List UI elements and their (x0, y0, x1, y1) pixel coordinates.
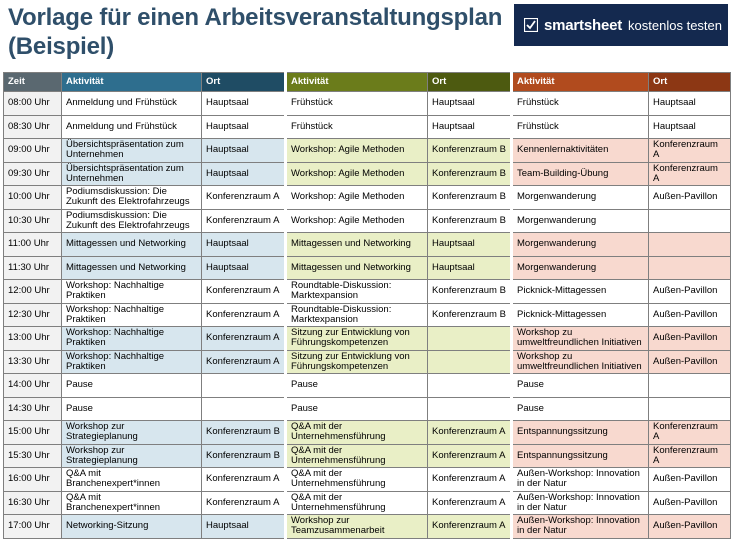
location-cell-2: Konferenzraum B (428, 280, 512, 304)
title-line-1: Vorlage für einen Arbeitsveranstaltungsplan (8, 4, 503, 31)
location-cell-3: Außen-Pavillon (649, 491, 731, 515)
table-row (4, 374, 731, 398)
activity-cell-2: Pause (286, 397, 428, 421)
activity-cell-2: Q&A mit der Unternehmensführung (286, 491, 428, 515)
location-cell-2: Konferenzraum A (428, 444, 512, 468)
location-cell-3: Konferenzraum A (649, 444, 731, 468)
location-cell-3 (649, 397, 731, 421)
location-cell-1: Konferenzraum A (202, 209, 286, 233)
location-cell-3: Hauptsaal (649, 115, 731, 139)
activity-cell-3: Workshop zu umweltfreundlichen Initiativen (512, 350, 649, 374)
activity-cell-2: Roundtable-Diskussion: Marktexpansion (286, 280, 428, 304)
activity-cell-2: Sitzung zur Entwicklung von Führungskompetenzen (286, 350, 428, 374)
location-cell-3 (649, 233, 731, 257)
location-cell-2: Konferenzraum A (428, 491, 512, 515)
location-cell-2: Konferenzraum A (428, 515, 512, 539)
location-cell-1: Hauptsaal (202, 256, 286, 280)
time-cell: 14:00 Uhr (4, 374, 62, 398)
activity-cell-3: Außen-Workshop: Innovation in der Natur (512, 491, 649, 515)
location-cell-3 (649, 374, 731, 398)
header-time: Zeit (4, 73, 62, 92)
table-row (4, 444, 731, 468)
activity-cell-2: Workshop: Agile Methoden (286, 209, 428, 233)
activity-cell-1: Übersichtspräsentation zum Unternehmen (62, 162, 202, 186)
activity-cell-1: Pause (62, 374, 202, 398)
activity-cell-1: Pause (62, 397, 202, 421)
location-cell-2 (428, 327, 512, 351)
activity-cell-1: Q&A mit Branchenexpert*innen (62, 491, 202, 515)
table-row (4, 327, 731, 351)
activity-cell-3: Frühstück (512, 92, 649, 116)
location-cell-1 (202, 397, 286, 421)
location-cell-3: Konferenzraum A (649, 139, 731, 163)
activity-cell-3: Pause (512, 397, 649, 421)
table-row (4, 280, 731, 304)
table-row (4, 209, 731, 233)
activity-cell-2: Q&A mit der Unternehmensführung (286, 421, 428, 445)
schedule-table (3, 72, 731, 539)
location-cell-2: Konferenzraum B (428, 139, 512, 163)
location-cell-3: Konferenzraum A (649, 421, 731, 445)
activity-cell-3: Morgenwanderung (512, 186, 649, 210)
time-cell: 09:30 Uhr (4, 162, 62, 186)
table-row (4, 256, 731, 280)
activity-cell-1: Workshop zur Strategieplanung (62, 421, 202, 445)
activity-cell-1: Anmeldung und Frühstück (62, 92, 202, 116)
schedule-body (4, 92, 731, 539)
activity-cell-1: Podiumsdiskussion: Die Zukunft des Elektrofahrzeugs (62, 186, 202, 210)
time-cell: 16:30 Uhr (4, 491, 62, 515)
header-activity-1: Aktivität (62, 73, 202, 92)
location-cell-2: Konferenzraum B (428, 186, 512, 210)
activity-cell-1: Q&A mit Branchenexpert*innen (62, 468, 202, 492)
activity-cell-3: Frühstück (512, 115, 649, 139)
location-cell-3: Hauptsaal (649, 92, 731, 116)
table-row (4, 92, 731, 116)
time-cell: 14:30 Uhr (4, 397, 62, 421)
location-cell-1: Konferenzraum A (202, 350, 286, 374)
activity-cell-1: Workshop: Nachhaltige Praktiken (62, 350, 202, 374)
time-cell: 10:00 Uhr (4, 186, 62, 210)
location-cell-2: Hauptsaal (428, 92, 512, 116)
location-cell-1: Konferenzraum B (202, 421, 286, 445)
time-cell: 16:00 Uhr (4, 468, 62, 492)
location-cell-1: Konferenzraum A (202, 327, 286, 351)
time-cell: 13:00 Uhr (4, 327, 62, 351)
location-cell-3: Außen-Pavillon (649, 350, 731, 374)
location-cell-1: Konferenzraum A (202, 468, 286, 492)
location-cell-2: Konferenzraum A (428, 421, 512, 445)
activity-cell-2: Workshop: Agile Methoden (286, 162, 428, 186)
location-cell-1: Konferenzraum B (202, 444, 286, 468)
table-row (4, 397, 731, 421)
time-cell: 10:30 Uhr (4, 209, 62, 233)
location-cell-3: Außen-Pavillon (649, 303, 731, 327)
time-cell: 11:00 Uhr (4, 233, 62, 257)
table-row (4, 491, 731, 515)
activity-cell-3: Pause (512, 374, 649, 398)
header-activity-3: Aktivität (512, 73, 649, 92)
activity-cell-2: Workshop: Agile Methoden (286, 186, 428, 210)
location-cell-1: Hauptsaal (202, 139, 286, 163)
time-cell: 11:30 Uhr (4, 256, 62, 280)
header-location-1: Ort (202, 73, 286, 92)
activity-cell-3: Morgenwanderung (512, 233, 649, 257)
activity-cell-3: Entspannungssitzung (512, 444, 649, 468)
location-cell-3 (649, 209, 731, 233)
activity-cell-1: Übersichtspräsentation zum Unternehmen (62, 139, 202, 163)
header-row (4, 73, 731, 92)
activity-cell-3: Picknick-Mittagessen (512, 303, 649, 327)
activity-cell-3: Außen-Workshop: Innovation in der Natur (512, 515, 649, 539)
location-cell-1: Hauptsaal (202, 92, 286, 116)
location-cell-3: Außen-Pavillon (649, 186, 731, 210)
time-cell: 15:30 Uhr (4, 444, 62, 468)
page-title (8, 3, 503, 61)
table-row (4, 350, 731, 374)
activity-cell-1: Workshop zur Strategieplanung (62, 444, 202, 468)
activity-cell-1: Workshop: Nachhaltige Praktiken (62, 280, 202, 304)
time-cell: 13:30 Uhr (4, 350, 62, 374)
activity-cell-2: Mittagessen und Networking (286, 233, 428, 257)
location-cell-1: Hauptsaal (202, 233, 286, 257)
smartsheet-logo-icon (524, 18, 538, 32)
header-location-2: Ort (428, 73, 512, 92)
table-row (4, 186, 731, 210)
activity-cell-3: Morgenwanderung (512, 209, 649, 233)
time-cell: 09:00 Uhr (4, 139, 62, 163)
activity-cell-2: Workshop: Agile Methoden (286, 139, 428, 163)
table-row (4, 303, 731, 327)
location-cell-3: Außen-Pavillon (649, 280, 731, 304)
activity-cell-2: Mittagessen und Networking (286, 256, 428, 280)
activity-cell-3: Picknick-Mittagessen (512, 280, 649, 304)
activity-cell-1: Workshop: Nachhaltige Praktiken (62, 327, 202, 351)
table-row (4, 421, 731, 445)
activity-cell-2: Roundtable-Diskussion: Marktexpansion (286, 303, 428, 327)
title-line-2: (Beispiel) (8, 33, 115, 60)
location-cell-1: Konferenzraum A (202, 303, 286, 327)
activity-cell-2: Frühstück (286, 92, 428, 116)
location-cell-2 (428, 350, 512, 374)
table-row (4, 139, 731, 163)
activity-cell-3: Team-Building-Übung (512, 162, 649, 186)
activity-cell-1: Podiumsdiskussion: Die Zukunft des Elektrofahrzeugs (62, 209, 202, 233)
header-activity-2: Aktivität (286, 73, 428, 92)
activity-cell-2: Sitzung zur Entwicklung von Führungskompetenzen (286, 327, 428, 351)
location-cell-2: Hauptsaal (428, 115, 512, 139)
location-cell-2 (428, 374, 512, 398)
location-cell-2: Hauptsaal (428, 233, 512, 257)
activity-cell-1: Workshop: Nachhaltige Praktiken (62, 303, 202, 327)
location-cell-2: Konferenzraum A (428, 468, 512, 492)
location-cell-3: Außen-Pavillon (649, 327, 731, 351)
activity-cell-3: Kennenlernaktivitäten (512, 139, 649, 163)
location-cell-2: Konferenzraum B (428, 209, 512, 233)
location-cell-1: Hauptsaal (202, 115, 286, 139)
table-row (4, 468, 731, 492)
activity-cell-2: Frühstück (286, 115, 428, 139)
activity-cell-2: Workshop zur Teamzusammenarbeit (286, 515, 428, 539)
activity-cell-2: Q&A mit der Unternehmensführung (286, 468, 428, 492)
table-row (4, 162, 731, 186)
activity-cell-3: Entspannungssitzung (512, 421, 649, 445)
activity-cell-3: Morgenwanderung (512, 256, 649, 280)
location-cell-3: Außen-Pavillon (649, 468, 731, 492)
table-row (4, 515, 731, 539)
time-cell: 17:00 Uhr (4, 515, 62, 539)
activity-cell-3: Außen-Workshop: Innovation in der Natur (512, 468, 649, 492)
location-cell-3: Außen-Pavillon (649, 515, 731, 539)
free-trial-link[interactable]: kostenlos testen (628, 17, 722, 33)
time-cell: 12:00 Uhr (4, 280, 62, 304)
location-cell-2: Konferenzraum B (428, 162, 512, 186)
location-cell-1: Konferenzraum A (202, 491, 286, 515)
time-cell: 12:30 Uhr (4, 303, 62, 327)
location-cell-3: Konferenzraum A (649, 162, 731, 186)
activity-cell-2: Q&A mit der Unternehmensführung (286, 444, 428, 468)
activity-cell-1: Mittagessen und Networking (62, 256, 202, 280)
location-cell-1: Konferenzraum A (202, 280, 286, 304)
table-row (4, 233, 731, 257)
time-cell: 08:30 Uhr (4, 115, 62, 139)
header-location-3: Ort (649, 73, 731, 92)
activity-cell-3: Workshop zu umweltfreundlichen Initiativen (512, 327, 649, 351)
location-cell-1: Hauptsaal (202, 162, 286, 186)
location-cell-1: Hauptsaal (202, 515, 286, 539)
time-cell: 08:00 Uhr (4, 92, 62, 116)
location-cell-1 (202, 374, 286, 398)
activity-cell-2: Pause (286, 374, 428, 398)
location-cell-2: Konferenzraum B (428, 303, 512, 327)
time-cell: 15:00 Uhr (4, 421, 62, 445)
activity-cell-1: Networking-Sitzung (62, 515, 202, 539)
location-cell-2 (428, 397, 512, 421)
location-cell-1: Konferenzraum A (202, 186, 286, 210)
table-row (4, 115, 731, 139)
activity-cell-1: Mittagessen und Networking (62, 233, 202, 257)
location-cell-3 (649, 256, 731, 280)
activity-cell-1: Anmeldung und Frühstück (62, 115, 202, 139)
smartsheet-banner[interactable] (514, 4, 728, 46)
location-cell-2: Hauptsaal (428, 256, 512, 280)
brand-name: smartsheet (544, 16, 623, 34)
